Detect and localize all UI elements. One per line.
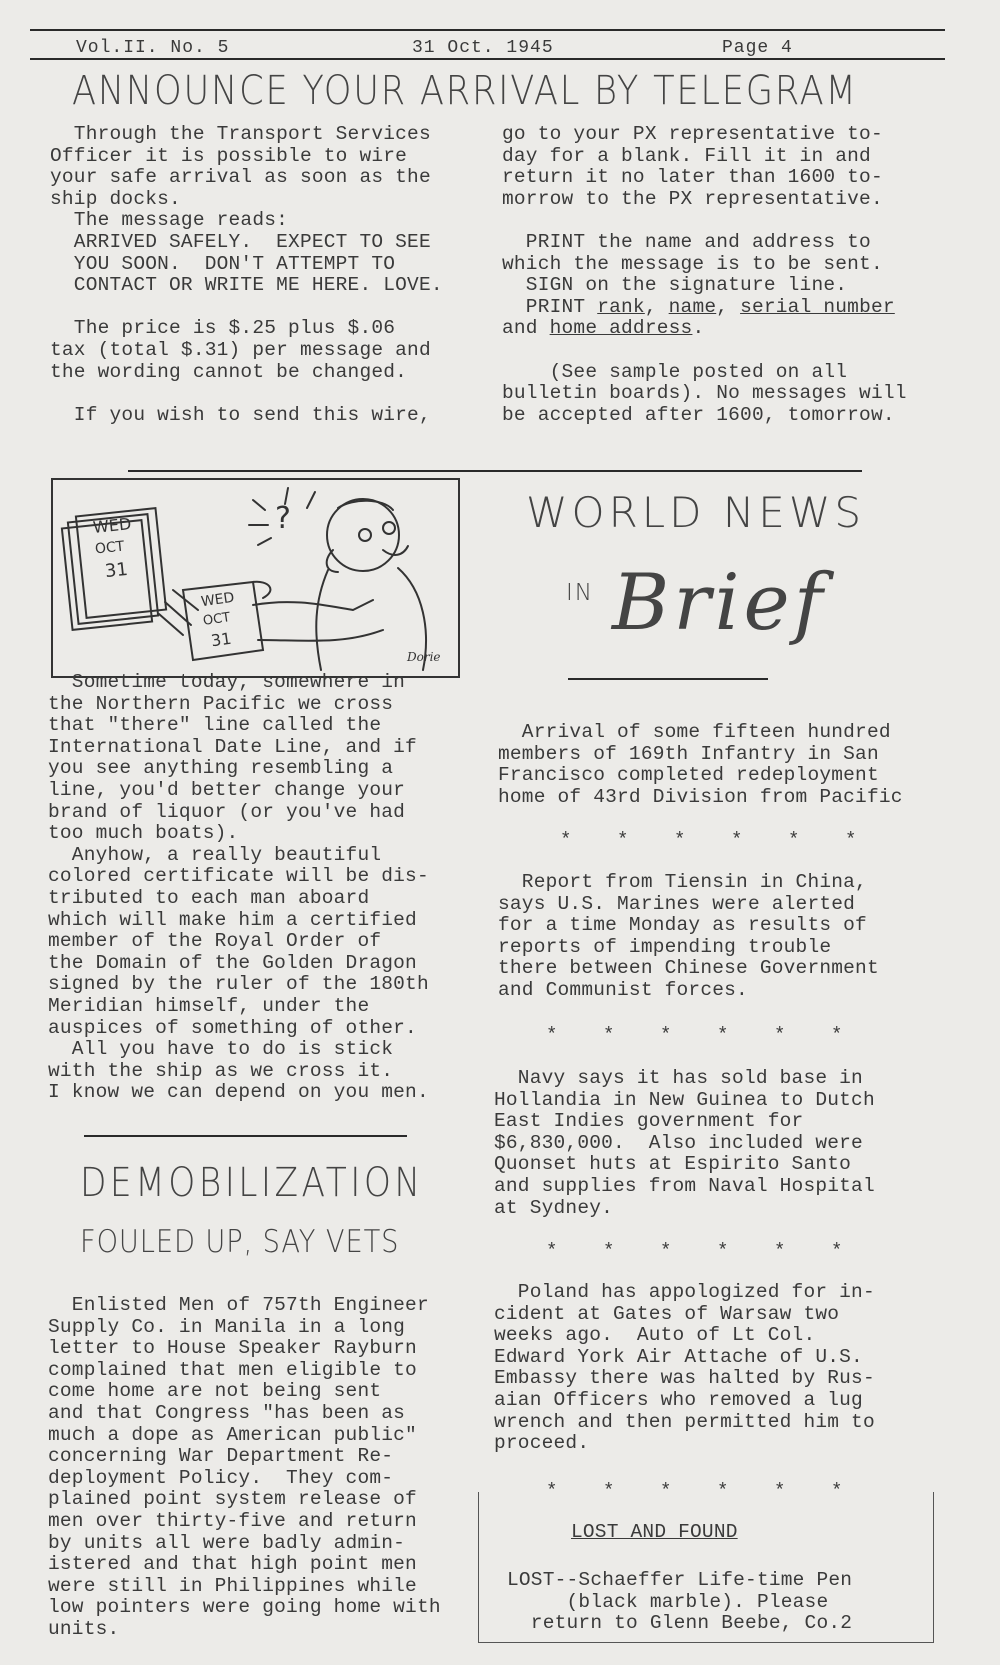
world-news-rule — [568, 678, 768, 680]
world-news-brief: Brief — [612, 558, 827, 648]
telegram-right-text-2: (See sample posted on all bulletin boards). No messages will be accepted after 1600, tomorrow. — [502, 360, 907, 426]
cartoon-frame — [51, 478, 460, 678]
section-divider — [128, 470, 862, 472]
demob-headline-2: FOULED UP, SAY VETS — [80, 1224, 400, 1260]
calendar-2-day: WED — [200, 589, 236, 611]
world-news-in: IN — [566, 580, 594, 606]
calendar-1-date: 31 — [103, 558, 129, 583]
telegram-and: and — [502, 317, 550, 340]
demob-headline-1: DEMOBILIZATION — [80, 1160, 424, 1206]
lost-found-title: LOST AND FOUND — [571, 1521, 738, 1543]
masthead-page: Page 4 — [722, 38, 793, 58]
news-item-3: Navy says it has sold base in Hollandia in New Guinea to Dutch East Indies government for $6,830,000. Also included were Quonset huts at Espirito Santo and supplies from Naval Hospital at Sydney. — [494, 1067, 875, 1219]
news-separator-1: * * * * * * — [560, 829, 857, 851]
calendar-2-date: 31 — [209, 628, 233, 651]
telegram-rank: rank — [597, 295, 645, 318]
telegram-name: name — [668, 295, 717, 318]
news-separator-2: * * * * * * — [546, 1024, 843, 1046]
masthead-volume: Vol.II. No. 5 — [76, 38, 230, 58]
world-news-title: WORLD NEWS — [526, 488, 866, 537]
news-separator-3: * * * * * * — [546, 1240, 843, 1262]
cartoon-signature: Dorie — [407, 650, 441, 664]
masthead-bottom-rule — [30, 58, 945, 60]
telegram-left-column: Through the Transport Services Officer it is possible to wire your safe arrival as soon as the ship docks. The message reads: ARRIVED SAFELY. EXPECT TO SEE YOU SOON. DON'T ATTEMPT TO CONTACT OR WRITE ME HERE. LOVE. The price is $.25 plus $.06 tax (total $.31) per message and the wording cannot be changed. If you wish to send this wire, — [50, 123, 443, 426]
telegram-serial: serial number — [740, 295, 895, 318]
lost-found-box — [478, 1492, 934, 1643]
calendar-2-month: OCT — [202, 610, 232, 629]
dateline-article: Sometime today, somewhere in the Northern Pacific we cross that "there" line called the International Date Line, and if you see anything resembling a line, you'd better change your brand of liquor (or you've had too much boats). Anyhow, a really beautiful colored certificate will be dis- tributed to each man aboard which will make him a certified member of the Royal Order of the Domain of the Golden Dragon signed by the ruler of the 180th Meridian himself, under the auspices of something of other. All you have to do is stick with the ship as we cross it. I know we can depend on you men. — [48, 671, 429, 1104]
news-separator-4: * * * * * * — [546, 1480, 843, 1502]
news-item-2: Report from Tiensin in China, says U.S. Marines were alerted for a time Monday as results of reports of impending trouble there between Chinese Government and Communist forces. — [498, 871, 879, 1001]
calendar-1-month: OCT — [94, 538, 126, 558]
news-item-1: Arrival of some fifteen hundred members of 169th Infantry in San Francisco completed redeployment home of 43rd Division from Pacific — [498, 721, 903, 808]
column-divider — [84, 1135, 407, 1137]
telegram-home: home address — [549, 317, 693, 340]
calendar-1-day: WED — [92, 514, 133, 537]
svg-text:?: ? — [275, 501, 291, 536]
telegram-headline: ANNOUNCE YOUR ARRIVAL BY TELEGRAM — [72, 68, 858, 114]
masthead-top-rule — [30, 29, 945, 31]
news-item-4: Poland has appologized for in- cident at Gates of Warsaw two weeks ago. Auto of Lt Col. Edward York Air Attache of U.S. Embassy there was halted by Rus- aian Officers who removed a lug wrench and then permitted him to proceed. — [494, 1281, 875, 1455]
lost-found-text: LOST--Schaeffer Life-time Pen (black marble). Please return to Glenn Beebe, Co.2 — [507, 1569, 853, 1635]
masthead-date: 31 Oct. 1945 — [412, 38, 554, 58]
telegram-right-column: go to your PX representative to- day for a blank. Fill it in and return it no later than 1600 to- morrow to the PX representative. PRINT the name and address to which the message is to be sent. SIGN on the signature line. PRINT rank, name, serial number and home address. (See sample posted on all bulletin boards). No messages will be accepted after 1600, tomorrow. — [502, 123, 907, 426]
telegram-right-text-1: go to your PX representative to- day for a blank. Fill it in and return it no later than 1600 to- morrow to the PX representative. PRINT the name and address to which the message is to be sent. SIGN on the signature line. PRINT — [502, 123, 883, 318]
demob-article: Enlisted Men of 757th Engineer Supply Co. in Manila in a long letter to House Speaker Rayburn complained that men eligible to come home are not being sent and that Congress "has been as much a dope as American public" concerning War Department Re- deployment Policy. They com- plained point system release of men over thirty-five and return by units all were badly admin- istered and that high point men were still in Philippines while low pointers were going home with units. — [48, 1294, 441, 1640]
